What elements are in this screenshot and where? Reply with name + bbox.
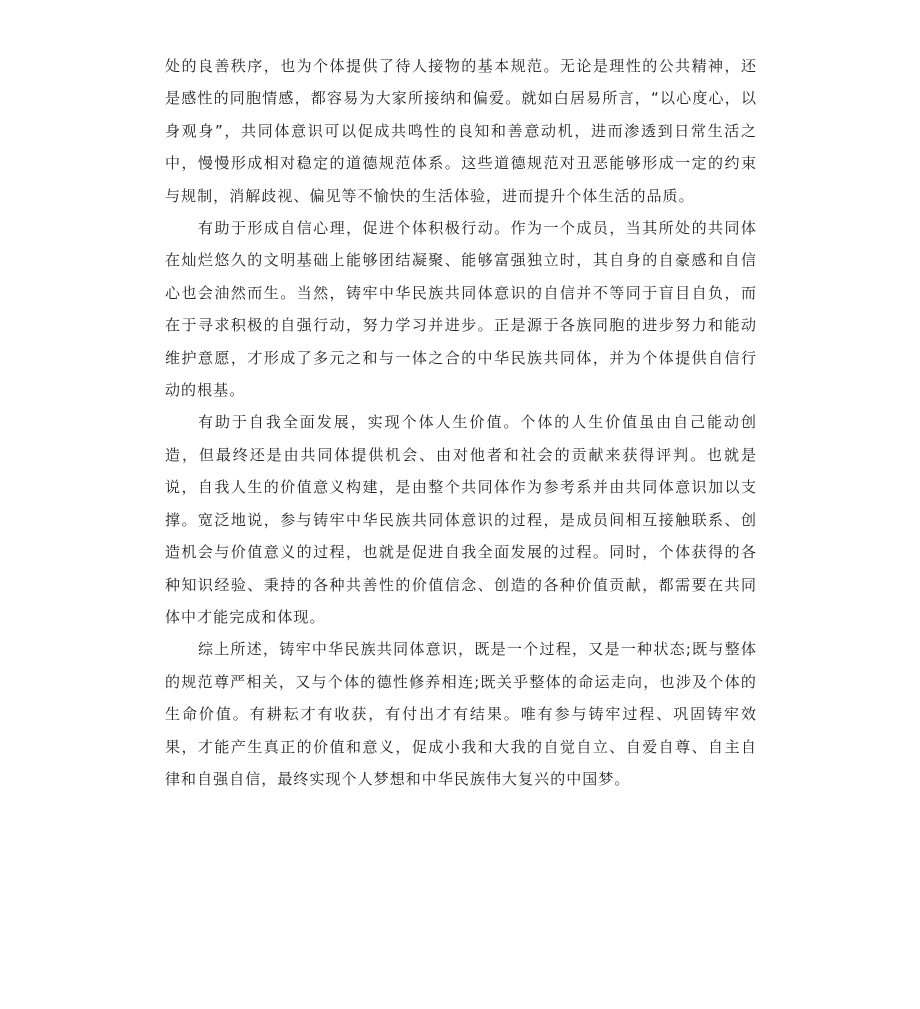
paragraph-continued: 处的良善秩序，也为个体提供了待人接物的基本规范。无论是理性的公共精神，还是感性的同胞情感，都容易为大家所接纳和偏爱。就如白居易所言，“以心度心，以身观身”，共同体意识可以促成共鸣性的良知和善意动机，进而渗透到日常生活之中，慢慢形成相对稳定的道德规范体系。这些道德规范对丑恶能够形成一定的约束与规制，消解歧视、偏见等不愉快的生活体验，进而提升个体生活的品质。 xyxy=(165,57,757,205)
paragraph-conclusion: 综上所述，铸牢中华民族共同体意识，既是一个过程，又是一种状态;既与整体的规范尊严相关，又与个体的德性修养相连;既关乎整体的命运走向，也涉及个体的生命价值。有耕耘才有收获，有付出才有结果。唯有参与铸牢过程、巩固铸牢效果，才能产生真正的价值和意义，促成小我和大我的自觉自立、自爱自尊、自主自律和自强自信，最终实现个人梦想和中华民族伟大复兴的中国梦。 xyxy=(165,640,757,788)
paragraph-self-confidence: 有助于形成自信心理，促进个体积极行动。作为一个成员，当其所处的共同体在灿烂悠久的文明基础上能够团结凝聚、能够富强独立时，其自身的自豪感和自信心也会油然而生。当然，铸牢中华民族共同体意识的自信并不等同于盲目自负，而在于寻求积极的自强行动，努力学习并进步。正是源于各族同胞的进步努力和能动维护意愿，才形成了多元之和与一体之合的中华民族共同体，并为个体提供自信行动的根基。 xyxy=(165,219,757,400)
document-body xyxy=(165,50,757,795)
paragraph-self-development: 有助于自我全面发展，实现个体人生价值。个体的人生价值虽由自己能动创造，但最终还是由共同体提供机会、由对他者和社会的贡献来获得评判。也就是说，自我人生的价值意义构建，是由整个共同体作为参考系并由共同体意识加以支撑。宽泛地说，参与铸牢中华民族共同体意识的过程，是成员间相互接触联系、创造机会与价值意义的过程，也就是促进自我全面发展的过程。同时，个体获得的各种知识经验、秉持的各种共善性的价值信念、创造的各种价值贡献，都需要在共同体中才能完成和体现。 xyxy=(165,413,757,626)
